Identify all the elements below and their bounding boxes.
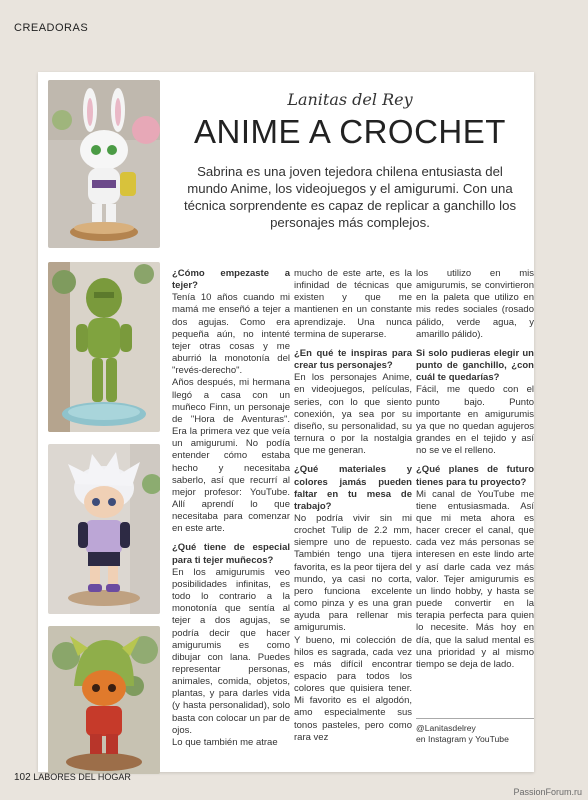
answer: Mi canal de YouTube me tiene entusiasmada. Así que mi meta ahora es hacer crecer el canal, que cada vez más personas se interesen en este lindo arte y así darle cada vez más valor. Tejer amigurumis es un lindo hobby, y hasta se puede convertir en la terapia perfecta para quien lo necesite. Más hoy en día, que la salud mental es una prioridad y al mismo tiempo se deja de lado.: [416, 488, 534, 670]
photo-rabbit-amigurumi: [48, 80, 160, 248]
answer: Fácil, me quedo con el punto bajo. Punto importante en amigurumis ya que no quedan agujeros grandes en el tejido y así no se ve el relleno.: [416, 384, 534, 457]
social-handle-box: [416, 718, 534, 745]
magazine-name: LABORES DEL HOGAR: [33, 772, 131, 782]
page-number: 102: [14, 772, 31, 783]
question: ¿Qué materiales y colores jamás pueden faltar en tu mesa de trabajo?: [294, 464, 412, 512]
answer: Años después, mi hermana llegó a casa con un muñeco Finn, un personaje de "Hora de Aventuras". Era la primera vez que veía un amigurumi. No podía entender cómo estaba hecho y necesitaba saberlo, así que recurrí al mejor profesor: YouTube. Allí aprendí lo que necesitaba para comenzar en este arte.: [172, 377, 290, 535]
photo-green-amigurumi: [48, 262, 160, 432]
answer: mucho de este arte, es la infinidad de técnicas que existen y que me mantienen en un constante aprendizaje. Una nunca termina de superarse.: [294, 268, 412, 340]
question: Si solo pudieras elegir un punto de ganchillo, ¿con cuál te quedarías?: [416, 347, 534, 384]
page-footer: [14, 772, 131, 783]
answer: Y bueno, mi colección de hilos es sagrada, cada vez es más difícil encontrar espacio para todos los colores que quisiera tener. Mi favorito es el algodón, amo especialmente sus tonos pasteles, pero como rara vez: [294, 634, 412, 743]
answer: En los personajes Anime, en videojuegos, películas, series, con lo que siento conexión, ya sea por su diseño, su personalidad, su ternura o por la nostalgia que me generan.: [294, 372, 412, 457]
photo-white-hair-amigurumi: [48, 444, 160, 614]
article-kicker: Lanitas del Rey: [287, 90, 413, 109]
answer: No podría vivir sin mi crochet Tulip de 2.2 mm, siempre uno de repuesto. También tengo una tijera favorita, es la peor tijera del mundo, ya casi no corta, pero funciona excelente como pinza y es una gran ayuda para rellenar mis amigurumis.: [294, 512, 412, 634]
question: ¿Cómo empezaste a tejer?: [172, 268, 290, 292]
article-title: ANIME A CROCHET: [194, 113, 506, 150]
answer: los utilizo en mis amigurumis, se convirtieron en la paleta que utilizo en mis redes sociales (rosado pálido, verde agua, y amarillo pálido).: [416, 268, 534, 340]
article-column-2: [294, 268, 412, 744]
answer: Tenía 10 años cuando mi mamá me enseñó a tejer a dos agujas. Como era pequeña aún, no intenté tejer otras cosas y me aburrió la monotonía del "revés-derecho".: [172, 292, 290, 377]
social-handle: @Lanitasdelrey: [416, 723, 476, 733]
question: ¿Qué tiene de especial para ti tejer muñecos?: [172, 542, 290, 566]
answer: En los amigurumis veo posibilidades infinitas, es todo lo contrario a la monotonía que sentía al tejer a dos agujas, se podría decir que hacer amigurumis es como dibujar con lana. Puedes representar personas, animales, comida, objetos, plantas, y para darles vida (y hasta personalidad), solo basta con colocar un par de ojos.: [172, 566, 290, 736]
section-label: CREADORAS: [14, 22, 89, 34]
question: ¿Qué planes de futuro tienes para tu proyecto?: [416, 464, 534, 488]
photo-hooded-amigurumi: [48, 626, 160, 774]
social-platforms: en Instagram y YouTube: [416, 734, 509, 744]
article-column-1: [172, 268, 290, 749]
article-lead: Sabrina es una joven tejedora chilena entusiasta del mundo Anime, los videojuegos y el amigurumi. Con una técnica sorprendente es capaz de replicar a ganchillo los personajes más complejos.: [183, 164, 517, 230]
question: ¿En qué te inspiras para crear tus personajes?: [294, 347, 412, 372]
article-column-3: [416, 268, 534, 671]
watermark: PassionForum.ru: [513, 787, 582, 797]
answer: Lo que también me atrae: [172, 736, 278, 748]
